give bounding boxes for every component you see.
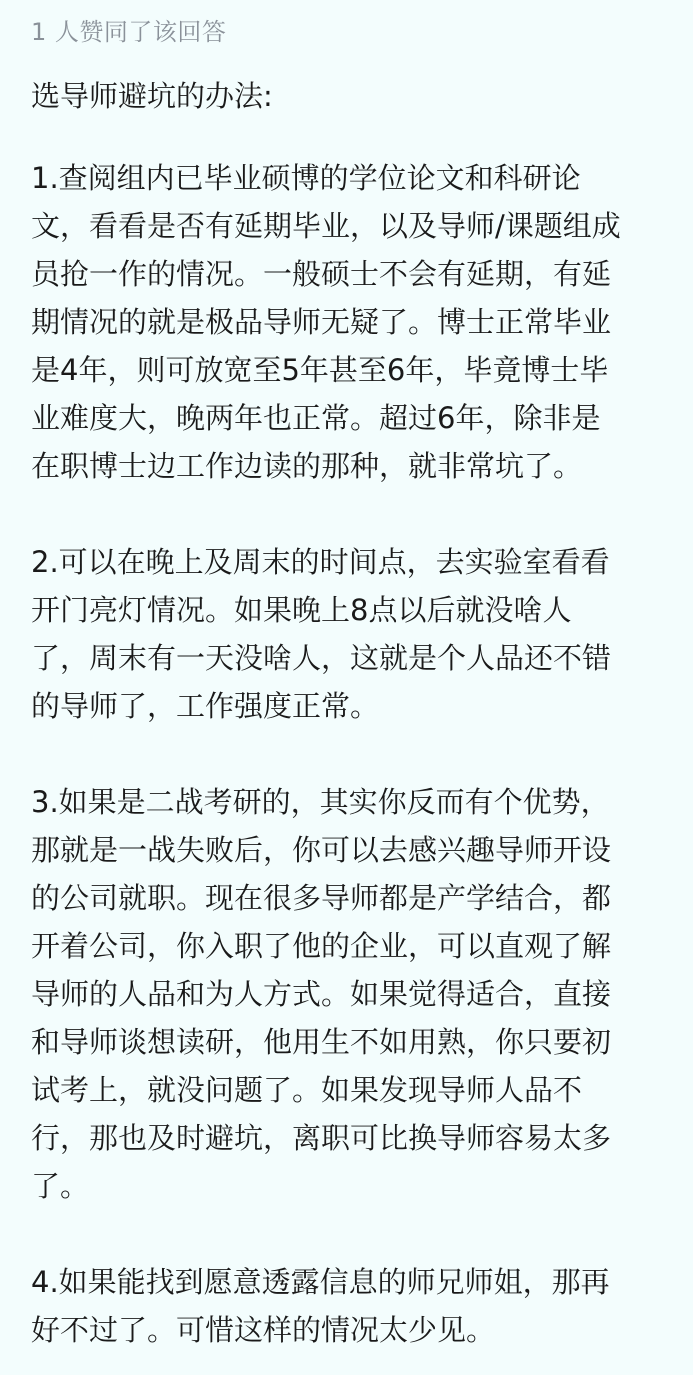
answer-intro: 选导师避坑的办法: [31, 79, 273, 113]
paragraph-1 [31, 154, 663, 490]
upvote-count-text[interactable]: 1 人赞同了该回答 [31, 18, 227, 46]
paragraph-line: 4.如果能找到愿意透露信息的师兄师姐，那再 [31, 1265, 610, 1299]
paragraph-line: 1.查阅组内已毕业硕博的学位论文和科研论 [31, 161, 581, 195]
paragraph-line: 那就是一战失败后，你可以去感兴趣导师开设 [31, 833, 612, 867]
paragraph-line: 了，周末有一天没啥人，这就是个人品还不错 [31, 641, 612, 675]
paragraph-line: 在职博士边工作边读的那种，就非常坑了。 [31, 449, 583, 483]
paragraph-line: 试考上，就没问题了。如果发现导师人品不 [31, 1073, 583, 1107]
paragraph-line: 的导师了，工作强度正常。 [31, 689, 380, 723]
paragraph-line: 和导师谈想读研，他用生不如用熟，你只要初 [31, 1025, 612, 1059]
paragraph-line: 是4年，则可放宽至5年甚至6年，毕竟博士毕 [31, 353, 609, 387]
paragraph-line: 行，那也及时避坑，离职可比换导师容易太多 [31, 1121, 612, 1155]
paragraph-line: 开门亮灯情况。如果晚上8点以后就没啥人 [31, 593, 572, 627]
paragraph-line: 的公司就职。现在很多导师都是产学结合，都 [31, 881, 612, 915]
paragraph-line: 开着公司，你入职了他的企业，可以直观了解 [31, 929, 612, 963]
paragraph-line: 3.如果是二战考研的，其实你反而有个优势， [31, 785, 610, 819]
paragraph-line: 文，看看是否有延期毕业，以及导师/课题组成 [31, 209, 621, 243]
paragraph-line: 导师的人品和为人方式。如果觉得适合，直接 [31, 977, 612, 1011]
paragraph-line: 好不过了。可惜这样的情况太少见。 [31, 1313, 496, 1347]
paragraph-line: 业难度大，晚两年也正常。超过6年，除非是 [31, 401, 601, 435]
paragraph-line: 员抢一作的情况。一般硕士不会有延期，有延 [31, 257, 612, 291]
paragraph-2 [31, 538, 663, 730]
paragraph-3 [31, 778, 663, 1210]
paragraph-4 [31, 1258, 663, 1354]
paragraph-line: 了。 [31, 1169, 90, 1203]
paragraph-line: 期情况的就是极品导师无疑了。博士正常毕业 [31, 305, 612, 339]
paragraph-line: 2.可以在晚上及周末的时间点，去实验室看看 [31, 545, 610, 579]
